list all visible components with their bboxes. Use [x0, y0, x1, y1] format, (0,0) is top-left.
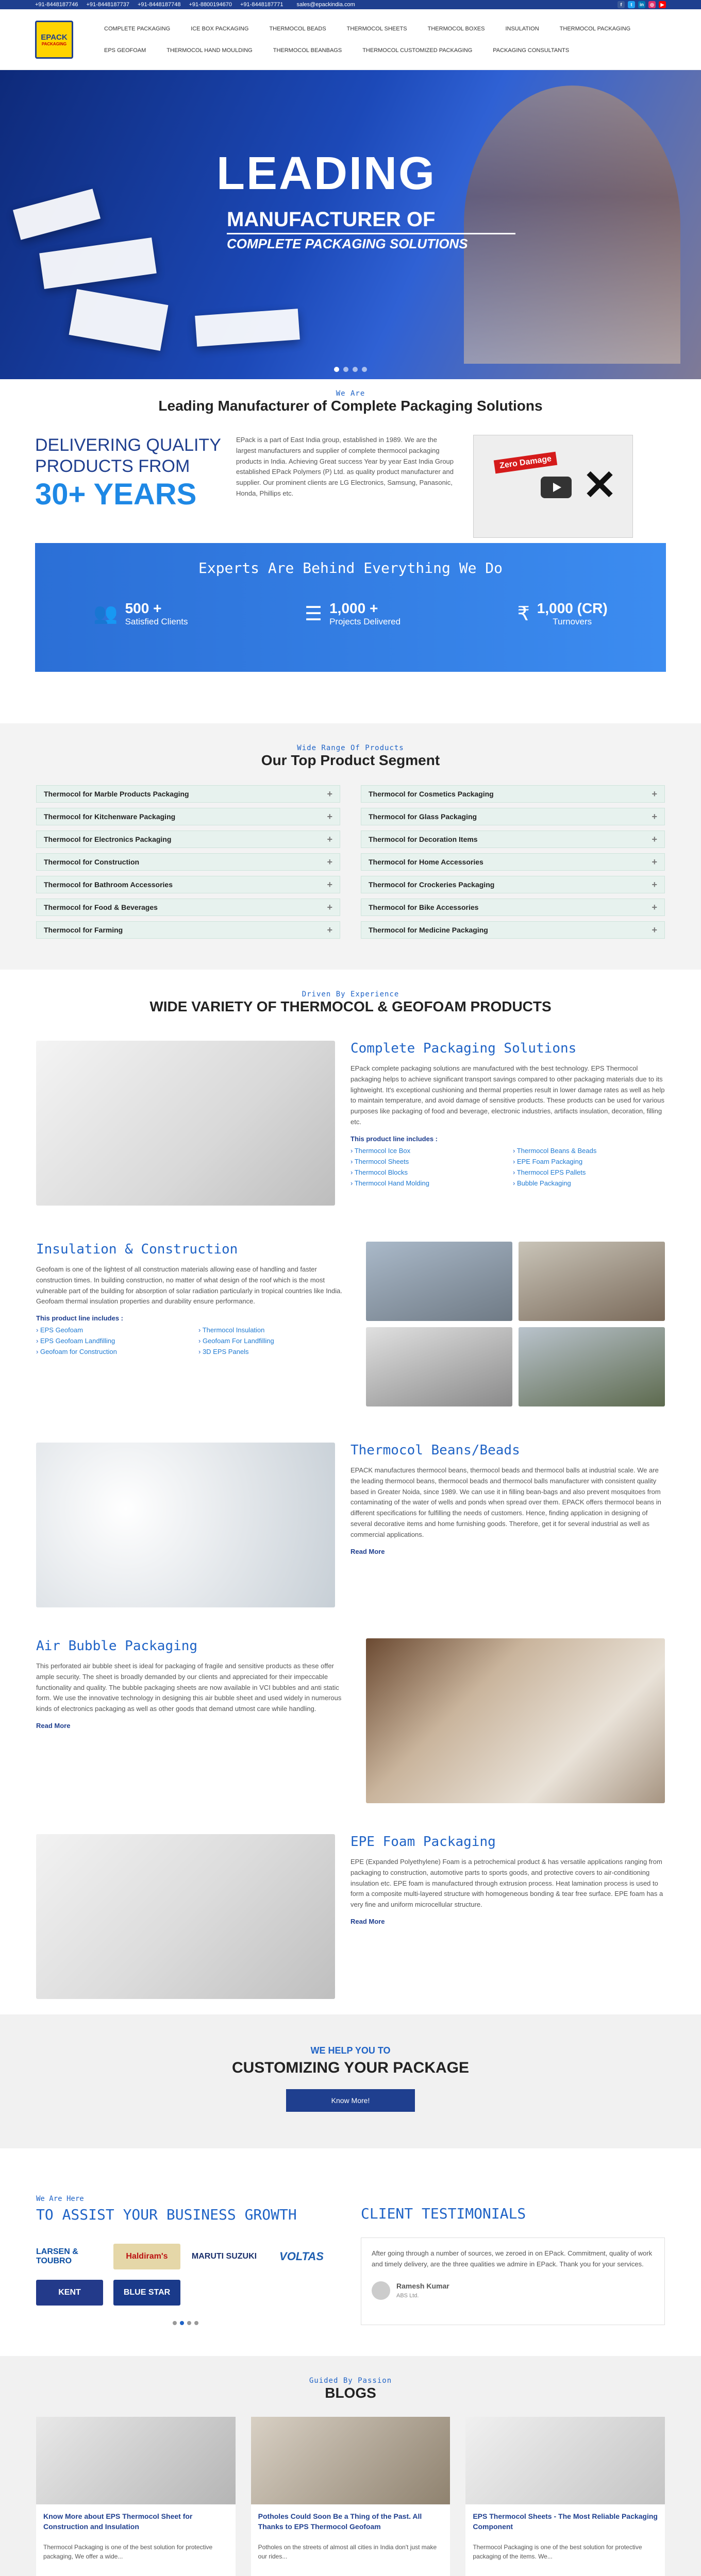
- list-icon: ☰: [305, 603, 323, 625]
- product-beans: [36, 1443, 665, 1607]
- blog-image: [36, 2417, 236, 2504]
- product-link[interactable]: › Geofoam for Construction: [36, 1348, 188, 1355]
- segment-item[interactable]: [361, 853, 665, 871]
- segment-item[interactable]: [361, 876, 665, 893]
- product-title: Air Bubble Packaging: [36, 1638, 198, 1654]
- segment-title: Our Top Product Segment: [261, 752, 440, 768]
- stat-label: Projects Delivered: [329, 617, 401, 626]
- product-title: Thermocol Beans/Beads: [350, 1443, 520, 1458]
- users-icon: 👥: [93, 603, 118, 624]
- phone-5[interactable]: +91-8448187771: [240, 2, 283, 8]
- product-title: Complete Packaging Solutions: [350, 1041, 577, 1056]
- product-text: This perforated air bubble sheet is ideal for packaging of fragile and sensitive products as these offer ample security. The sheet is broadly demanded by our clients and appreciated for their impeccable functionality and quality. The bubble packaging sheets are now available in VCI bubbles and anti static form. We use the innovative technology in designing this air bubble sheet and used widely in numerous kinds of electronics packaging as well as other goods that demand utmost care while handling.: [36, 1662, 342, 1713]
- plus-icon: +: [327, 788, 332, 799]
- gallery-image: [519, 1327, 665, 1406]
- products-kicker: Driven By Experience: [302, 990, 399, 998]
- segment-item[interactable]: [361, 899, 665, 916]
- testimonial-card: [361, 2238, 665, 2325]
- blogs-section: [0, 2356, 701, 2576]
- epe-image: [36, 1834, 335, 1999]
- stat-item: [93, 600, 188, 627]
- facebook-icon[interactable]: f: [617, 1, 625, 8]
- about-section: [0, 379, 701, 522]
- segment-item[interactable]: [361, 808, 665, 825]
- segment-item[interactable]: [36, 831, 340, 848]
- about-title: Leading Manufacturer of Complete Packaging Solutions: [158, 398, 543, 414]
- foam-block: [195, 309, 300, 347]
- product-text: EPack complete packaging solutions are manufactured with the best technology. EPS Thermocol packaging helps to achieve significant transport savings compared to other packaging materials due to its lightweight. It's exceptional cushioning and thermal properties result in lower damage rates as well as help to maintain temperature, and avoid damage of sensitive products. These products can be used for various purposes like packaging of food and beverage, electronic industries, artifacts insulation, decoration, filling etc.: [350, 1064, 665, 1126]
- stat-item: [305, 600, 400, 627]
- about-text: EPack is a part of East India group, established in 1989. We are the largest manufacturers and supplier of complete thermocol packaging products in India. Achieving Great success Year by year East India Group established EPack Polymers (P) Ltd. as quality product manufacturer and supplier. Our prominent clients are LG Electronics, Samsung, Panasonic, Honda, Phillips etc.: [236, 436, 454, 497]
- epack-logo[interactable]: [35, 21, 73, 59]
- complete-packaging-image: [36, 1041, 335, 1206]
- products-section: [0, 970, 701, 1999]
- client-logos: [36, 2244, 335, 2306]
- product-link[interactable]: › Thermocol Hand Molding: [350, 1179, 503, 1187]
- nav-customized[interactable]: THERMOCOL CUSTOMIZED PACKAGING: [362, 47, 473, 54]
- plus-icon: +: [652, 856, 657, 867]
- client-logo: MARUTI SUZUKI: [191, 2252, 257, 2261]
- stat-label: Satisfied Clients: [125, 617, 188, 626]
- product-text: EPE (Expanded Polyethylene) Foam is a petrochemical product & has versatile applications ranging from packaging to construction, automotive parts to sports goods, and protective covers to air-conditioning insulation etc. EPE foam is manufactured through extrusion process. Heat lamination process is used to form a composite multi-layered structure with homogeneous bonding & tear free surface. EPE foam has a very fine and uniform microcellular structure.: [350, 1858, 663, 1909]
- plus-icon: +: [652, 902, 657, 912]
- segment-label: Thermocol for Farming: [44, 926, 123, 934]
- segment-item[interactable]: [361, 831, 665, 848]
- about-row: [0, 414, 701, 522]
- cross-icon: ✕: [582, 462, 617, 508]
- plus-icon: +: [652, 811, 657, 822]
- segment-label: Thermocol for Food & Beverages: [44, 903, 158, 911]
- nav-ice-box[interactable]: ICE BOX PACKAGING: [191, 25, 249, 32]
- stat-label: Turnovers: [553, 617, 592, 626]
- product-title: EPE Foam Packaging: [350, 1834, 496, 1850]
- product-list: [36, 1326, 350, 1355]
- plus-icon: +: [327, 902, 332, 912]
- segment-label: Thermocol for Marble Products Packaging: [44, 790, 189, 798]
- read-more-link[interactable]: Read More: [350, 1917, 385, 1925]
- blog-title[interactable]: Potholes Could Soon Be a Thing of the Past. All Thanks to EPS Thermocol Geofoam: [258, 2512, 422, 2531]
- client-logo: LARSEN & TOUBRO: [36, 2247, 78, 2265]
- nav-thermocol-beads[interactable]: THERMOCOL BEADS: [269, 25, 326, 32]
- product-link[interactable]: › Thermocol Ice Box: [350, 1147, 503, 1155]
- logo-sub: PACKAGING: [41, 41, 67, 46]
- segment-label: Thermocol for Kitchenware Packaging: [44, 812, 176, 821]
- blog-excerpt: Potholes on the streets of almost all cities in India don't just make our rides...: [258, 2544, 437, 2560]
- phone-2[interactable]: +91-8448187737: [86, 2, 129, 8]
- blogs-title: BLOGS: [325, 2385, 376, 2401]
- clients-section: [36, 2195, 665, 2325]
- blog-card[interactable]: [465, 2417, 665, 2576]
- carousel-dot[interactable]: [187, 2321, 191, 2325]
- beans-image: [36, 1443, 335, 1607]
- blog-card[interactable]: [36, 2417, 236, 2576]
- segment-grid: [36, 785, 665, 939]
- blog-image: [465, 2417, 665, 2504]
- testimonial-text: After going through a number of sources, we zeroed in on EPack. Commitment, quality of work and timely delivery, are the three qualities we admire in EPack. Thank you for your services.: [372, 2249, 653, 2268]
- top-bar: [0, 0, 701, 9]
- hero-divider: [227, 233, 515, 234]
- carousel-dot[interactable]: [362, 367, 367, 372]
- nav-beanbags[interactable]: THERMOCOL BEANBAGS: [273, 47, 342, 54]
- nav-thermocol-sheets[interactable]: THERMOCOL SHEETS: [346, 25, 407, 32]
- read-more-link[interactable]: Read More: [36, 1721, 71, 1730]
- gallery-image: [366, 1242, 512, 1321]
- stats-title: Experts Are Behind Everything We Do: [198, 560, 503, 577]
- client-logo: BLUE STAR: [113, 2280, 180, 2306]
- product-link[interactable]: › Bubble Packaging: [513, 1179, 665, 1187]
- bubble-image: [366, 1638, 665, 1803]
- nav-thermocol-packaging[interactable]: THERMOCOL PACKAGING: [559, 25, 631, 32]
- about-kicker: We Are: [336, 389, 365, 398]
- testimonials-title: CLIENT TESTIMONIALS: [361, 2205, 526, 2222]
- foam-block: [13, 189, 101, 240]
- plus-icon: +: [327, 811, 332, 822]
- segment-item[interactable]: [36, 876, 340, 893]
- product-link[interactable]: › Thermocol Blocks: [350, 1168, 503, 1176]
- gallery-image: [366, 1327, 512, 1406]
- about-headline: [35, 435, 236, 512]
- stats-banner: [35, 543, 666, 672]
- cta-kicker: WE HELP YOU TO: [310, 2045, 391, 2056]
- avatar: [372, 2281, 390, 2300]
- gallery-image: [519, 1242, 665, 1321]
- product-text: EPACK manufactures thermocol beans, thermocol beads and thermocol balls at industrial scale. We are the leading thermocol beans, thermocol beads and thermocol balls manufacturer with consistent quality based in Greater Noida, since 1989. We can use it in filling bean-bags and also prevent mosquitoes from contaminating of the water of wells and ponds when spread over them. EPACK offers thermocol beans in different specifications for fulfilling the needs of customers. Hence, finding application in designing of several decorative items and home furnishing goods. Therefore, get it for several industrial as well as commercial applications.: [350, 1466, 661, 1538]
- client-logo: VOLTAS: [279, 2250, 324, 2263]
- delivering-quality: DELIVERING QUALITY PRODUCTS FROM: [35, 435, 221, 476]
- hero-title: LEADING: [216, 148, 436, 199]
- product-text: Geofoam is one of the lightest of all construction materials allowing ease of handling and faster construction times. In building construction, no matter of what design of the roof which is the most vulnerable part of the building for absorption of solar radiation particularly in tropical countries like India. Geofoam thermal insulation properties and durability ensure performance.: [36, 1265, 342, 1306]
- carousel-dot[interactable]: [180, 2321, 184, 2325]
- segment-label: Thermocol for Bike Accessories: [369, 903, 479, 911]
- nav-consultants[interactable]: PACKAGING CONSULTANTS: [493, 47, 570, 54]
- includes-label: This product line includes :: [350, 1134, 438, 1143]
- segment-kicker: Wide Range Of Products: [297, 744, 404, 752]
- nav-hand-moulding[interactable]: THERMOCOL HAND MOULDING: [166, 47, 253, 54]
- client-logo: KENT: [36, 2280, 103, 2306]
- segment-label: Thermocol for Decoration Items: [369, 835, 478, 843]
- hero-line2: MANUFACTURER OF: [227, 208, 436, 231]
- rupee-icon: ₹: [517, 603, 530, 625]
- video-label: Zero Damage: [494, 452, 558, 474]
- linkedin-icon[interactable]: in: [638, 1, 645, 8]
- product-link[interactable]: › Thermocol Insulation: [198, 1326, 350, 1334]
- site-header: [0, 9, 701, 70]
- author-name: Ramesh Kumar: [396, 2281, 449, 2290]
- stat-item: [518, 600, 608, 627]
- segment-item[interactable]: [361, 785, 665, 803]
- testimonial-author: [372, 2280, 654, 2301]
- carousel-dot[interactable]: [343, 367, 348, 372]
- foam-block: [39, 238, 157, 289]
- product-list: [350, 1147, 665, 1187]
- plus-icon: +: [327, 924, 332, 935]
- blog-grid: [36, 2417, 665, 2576]
- segment-item[interactable]: [36, 899, 340, 916]
- play-icon[interactable]: [541, 477, 572, 498]
- clients-kicker: We Are Here: [36, 2195, 84, 2203]
- cta-title: CUSTOMIZING YOUR PACKAGE: [231, 2059, 470, 2076]
- insulation-gallery: [366, 1242, 665, 1406]
- instagram-icon[interactable]: ◎: [648, 1, 656, 8]
- product-link[interactable]: › EPS Geofoam Landfilling: [36, 1337, 188, 1345]
- segment-item[interactable]: [36, 921, 340, 939]
- plus-icon: +: [652, 788, 657, 799]
- stat-num: 1,000 +: [329, 600, 378, 616]
- segment-label: Thermocol for Cosmetics Packaging: [369, 790, 494, 798]
- topbar-email[interactable]: sales@epackindia.com: [296, 2, 355, 8]
- twitter-icon[interactable]: t: [628, 1, 635, 8]
- includes-label: This product line includes :: [36, 1314, 124, 1323]
- segment-label: Thermocol for Home Accessories: [369, 858, 483, 866]
- hero-line3: COMPLETE PACKAGING SOLUTIONS: [227, 236, 468, 251]
- product-bubble: [36, 1638, 665, 1803]
- segment-label: Thermocol for Bathroom Accessories: [44, 880, 173, 889]
- stat-num: 1,000 (CR): [537, 600, 608, 616]
- nav-thermocol-boxes[interactable]: THERMOCOL BOXES: [427, 25, 485, 32]
- testimonials: [361, 2195, 665, 2325]
- phone-1[interactable]: +91-8448187746: [35, 2, 78, 8]
- product-link[interactable]: › Thermocol Beans & Beads: [513, 1147, 665, 1155]
- plus-icon: +: [652, 834, 657, 844]
- plus-icon: +: [652, 924, 657, 935]
- blog-excerpt: Thermocol Packaging is one of the best solution for protective packaging, We offer a wide...: [43, 2544, 213, 2560]
- segment-label: Thermocol for Crockeries Packaging: [369, 880, 495, 889]
- blog-title[interactable]: EPS Thermocol Sheets - The Most Reliable Packaging Component: [473, 2512, 658, 2531]
- author-role: ABS Ltd.: [396, 2292, 419, 2299]
- product-complete: [36, 1041, 665, 1206]
- plus-icon: +: [327, 879, 332, 890]
- product-epe: [36, 1834, 665, 1999]
- blogs-kicker: Guided By Passion: [309, 2377, 392, 2385]
- customize-cta: [0, 2014, 701, 2148]
- clients-title: TO ASSIST YOUR BUSINESS GROWTH: [36, 2206, 297, 2223]
- carousel-dot[interactable]: [353, 367, 358, 372]
- stats-row: [35, 600, 666, 627]
- segment-item[interactable]: [36, 853, 340, 871]
- hero-carousel-dots: [334, 367, 367, 372]
- social-icons: [617, 1, 666, 8]
- product-link[interactable]: › EPS Geofoam: [36, 1326, 188, 1334]
- product-segment: [0, 723, 701, 970]
- blog-excerpt: Thermocol Packaging is one of the best solution for protective packaging of the items. We...: [473, 2544, 642, 2560]
- segment-item[interactable]: [36, 785, 340, 803]
- segment-item[interactable]: [361, 921, 665, 939]
- blog-image: [251, 2417, 450, 2504]
- blog-card[interactable]: [251, 2417, 450, 2576]
- know-more-button[interactable]: Know More!: [286, 2089, 415, 2112]
- product-link[interactable]: › Thermocol EPS Pallets: [513, 1168, 665, 1176]
- read-more-link[interactable]: Read More: [350, 1547, 385, 1555]
- carousel-dot[interactable]: [194, 2321, 198, 2325]
- segment-label: Thermocol for Electronics Packaging: [44, 835, 172, 843]
- phone-4[interactable]: +91-8800194670: [189, 2, 232, 8]
- foam-block: [69, 289, 169, 351]
- segment-label: Thermocol for Construction: [44, 858, 140, 866]
- client-logo: Haldiram's: [113, 2244, 180, 2269]
- carousel-dot[interactable]: [173, 2321, 177, 2325]
- clients-dots: [36, 2321, 335, 2325]
- nav-insulation[interactable]: INSULATION: [505, 25, 539, 32]
- about-video[interactable]: [473, 435, 633, 538]
- segment-item[interactable]: [36, 808, 340, 825]
- phone-3[interactable]: +91-8448187748: [138, 2, 181, 8]
- segment-label: Thermocol for Glass Packaging: [369, 812, 477, 821]
- product-insulation: [36, 1242, 665, 1406]
- plus-icon: +: [327, 856, 332, 867]
- stat-num: 500 +: [125, 600, 162, 616]
- plus-icon: +: [327, 834, 332, 844]
- carousel-dot[interactable]: [334, 367, 339, 372]
- hero-banner: [0, 70, 701, 379]
- products-title: WIDE VARIETY OF THERMOCOL & GEOFOAM PRODUCTS: [149, 998, 552, 1014]
- years-label: 30+ YEARS: [35, 477, 197, 511]
- logo-text: EPACK: [41, 32, 68, 42]
- product-link[interactable]: › EPE Foam Packaging: [513, 1158, 665, 1165]
- plus-icon: +: [652, 879, 657, 890]
- product-link[interactable]: › Thermocol Sheets: [350, 1158, 503, 1165]
- youtube-icon[interactable]: ▶: [659, 1, 666, 8]
- product-link[interactable]: › Geofoam For Landfilling: [198, 1337, 350, 1345]
- main-nav: [104, 26, 650, 54]
- blog-title[interactable]: Know More about EPS Thermocol Sheet for Construction and Insulation: [43, 2512, 193, 2531]
- nav-eps-geofoam[interactable]: EPS GEOFOAM: [104, 47, 146, 54]
- product-title: Insulation & Construction: [36, 1242, 238, 1257]
- segment-label: Thermocol for Medicine Packaging: [369, 926, 488, 934]
- product-link[interactable]: › 3D EPS Panels: [198, 1348, 350, 1355]
- hero-photo: [464, 86, 680, 364]
- nav-complete-packaging[interactable]: COMPLETE PACKAGING: [104, 25, 171, 32]
